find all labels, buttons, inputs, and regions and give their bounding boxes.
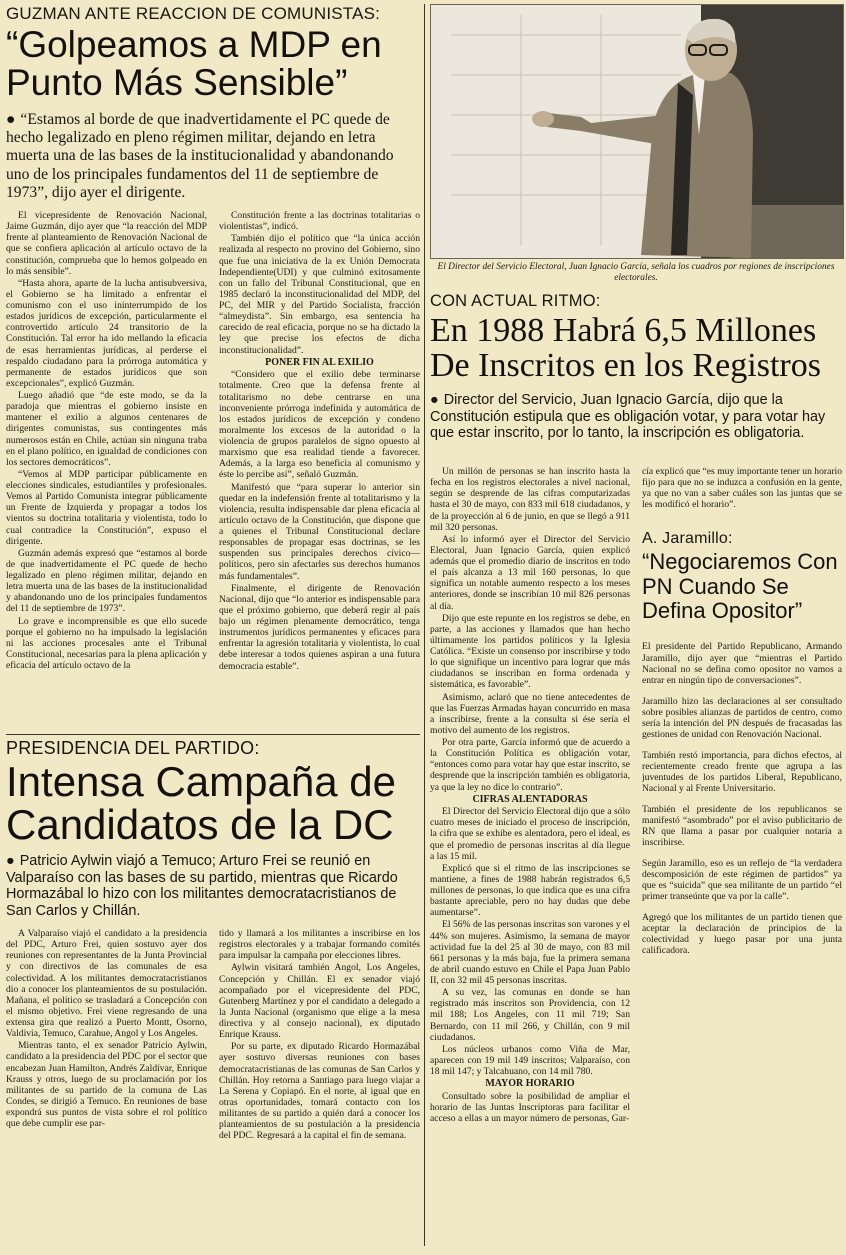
article-dc (6, 738, 420, 1228)
article-dc-col1 (6, 928, 207, 1228)
article-guzman-col1 (6, 210, 207, 680)
photo-caption: El Director del Servicio Electoral, Juan Ignacio García, señala los cuadros por regiones de inscripciones electorales. (437, 262, 835, 283)
paragraph: Según Jaramillo, eso es un reflejo de “la verdadera descomposición de este régimen de partidos” ya que es “suicida” que sea militante de un partido “el primer transeúnte que va por la calle”. (642, 857, 842, 903)
article-jaramillo-headline: “Negociaremos Con PN Cuando Se Defina Opositor” (642, 549, 838, 624)
paragraph: El Director del Servicio Electoral dijo que a sólo cuatro meses de iniciado el proceso de inscripción, la cifra que se exhibe es alentadora, pero el ideal, es que el promedio de personas inscritas al día llegue a las 15 mil. (430, 806, 630, 862)
paragraph: Jaramillo hizo las declaraciones al ser consultado sobre posibles alianzas de partidos de centro, como sería la intención del PN después de fracasadas las gestiones de unidad con Renovación Nacional. (642, 695, 842, 740)
paragraph: Así lo informó ayer el Director del Servicio Electoral, Juan Ignacio García, quien explicó además que el promedio diario de inscritos en todo el país alcanza a 13 mil 160 personas, lo que significa un notable aumento respecto a los meses anteriores, donde se inscribían 10 mil 826 personas al día. (430, 533, 630, 612)
paragraph: Por su parte, ex diputado Ricardo Hormazábal ayer sostuvo diversas reuniones con bases democratacristianas de las comunas de San Carlos y Chillán. Hoy retorna a Santiago para luego viajar a La Serena y Copiapó. En el norte, al igual que en otras oportunidades, tomará contacto con los militantes de su partido a quién dará a conocer los planteamientos de su postulación a la presidencia del PDC. Regresará a la capital el fin de semana. (219, 1041, 420, 1142)
paragraph: “Hasta ahora, aparte de la lucha antisubversiva, el Gobierno se ha limitado a enfrentar el comunismo con el uso ininterrumpido de los estados jurídicos de excepción, particularmente el controvertido artículo 24 transitorio de la Constitución. Tal error ha ido mellando la eficacia de esas herramientas jurídicas, al perderse el respaldo ciudadano para la prórroga automática y permanente de estados jurídicos que son excepcionales”, explicó Guzmán. (6, 277, 207, 389)
paragraph: cía explicó que “es muy importante tener un horario fijo para que no se induzca a confusión en la gente, ya que no van a saber cuáles son las juntas que se les modificó el horario”. (642, 466, 842, 511)
paragraph: “Considero que el exilio debe terminarse totalmente. Creo que la defensa frente al totalitarismo no debe centrarse en una inconveniente prórroga indefinida y automática de los estados jurídicos de excepción y condeno moralmente los excesos de la autoridad o la violencia de grupos paralelos de signo opuesto al marxismo que esa realidad tiende a favorecer. Además, a la larga eso beneficia al comunismo y éste lo percibe así”, señaló Guzmán. (219, 369, 420, 481)
article-guzman (6, 4, 420, 680)
paragraph: Aylwin visitará también Angol, Los Angeles, Concepción y Chillán. El ex senador viajó acompañado por el vicepresidente del PDC, Gutenberg Martínez y por el candidato a delegado a la Junta Nacional (organismo que elige a la mesa directiva y al consejo nacional), ex diputado Enrique Krauss. (219, 962, 420, 1041)
article-dc-kicker: PRESIDENCIA DEL PARTIDO: (6, 738, 260, 758)
article-inscritos-col1 (430, 466, 630, 1246)
paragraph: Los núcleos urbanos como Viña de Mar, aparecen con 19 mil 149 inscritos; Valparaíso, con 18 mil 147; y Talcahuano, con 14 mil 780. (430, 1043, 630, 1078)
article-dc-col2 (219, 928, 420, 1228)
column-rule (424, 4, 425, 1246)
article-guzman-col2 (219, 210, 420, 680)
paragraph: También restó importancia, para dichos efectos, al recientemente creado frente que agrupa a las juventudes de los partidos Liberal, Republicano, Nacional y al Frente Universitario. (642, 749, 842, 795)
article-guzman-headline: “Golpeamos a MDP en Punto Más Sensible” (6, 24, 382, 104)
paragraph: A Valparaíso viajó el candidato a la presidencia del PDC, Arturo Frei, quien sostuvo ayer dos reuniones con representantes de la Junta Provincial y con directivos de las comunales de esa colectividad. A los militantes democratacristianos dio a conocer los planteamientos de su postulación. Mañana, el político se trasladará a Concepción con el mismo objetivo. Frei viene regresando de una extensa gira que realizó a Puerto Montt, Osorno, Valdivia, Temuco, Carahue, Angol y Los Angeles. (6, 928, 207, 1040)
article-jaramillo-kicker: A. Jaramillo: (642, 530, 733, 547)
article-guzman-lead: ● “Estamos al borde de que inadvertidamente el PC quede de hecho legalizado en pleno régimen militar, dejando en letra muerta una de las bases de la institucionalidad y abandonando uno de los principales fundamentos del 11 de septiembre de 1973”, dijo ayer el dirigente. (6, 110, 394, 201)
paragraph: El vicepresidente de Renovación Nacional, Jaime Guzmán, dijo ayer que “la reacción del MDP frente al planteamiento de Renovación Nacional de que se confiera aplicación al artículo octavo de la constitución, comprueba que lo hemos golpeado en lo más sensible”. (6, 210, 207, 277)
paragraph: Un millón de personas se han inscrito hasta la fecha en los registros electorales a nivel nacional, según se desprende de las cifras computarizadas hasta el 30 de mayo, con 833 mil 618 ciudadanos, y de la proyección al 6 de junio, en que se llegó a 911 mil 320 personas. (430, 466, 630, 533)
paragraph: Consultado sobre la posibilidad de ampliar el horario de las Juntas Inscriptoras para facilitar el acceso a ellas a un mayor número de personas, Gar- (430, 1090, 630, 1125)
paragraph: Por otra parte, García informó que de acuerdo a la Constitución Política es obligación votar, “entonces como para votar hay que estar inscrito, se desprende que la inscripción también es obligatoria, ya que la ley no dice lo contrario”. (430, 737, 630, 793)
paragraph: Lo grave e incomprensible es que ello sucede porque el gobierno no ha impulsado la legislación ni las acciones procesales ante el Tribunal Constitucional, necesarias para la plena aplicación y eficacia del artículo octavo de la (6, 615, 207, 672)
paragraph: Agregó que los militantes de un partido tienen que aceptar la declaración de principios de la colectividad y luego pasar por una junta calificadora. (642, 911, 842, 957)
article-inscritos-col2 (642, 466, 842, 526)
paragraph: Explicó que si el ritmo de las inscripciones se mantiene, a fines de 1988 habrán registrados 6,5 millones de personas, lo que indica que es una cifra bastante apreciable, pero no hay dudas que debe aumentarse”. (430, 862, 630, 919)
article-inscritos-lead: ● Director del Servicio, Juan Ignacio García, dijo que la Constitución estipula que es obligación votar, y para votar hay que estar inscrito, por lo tanto, la inscripción es obligatoria. (430, 391, 826, 442)
article-inscritos-kicker: CON ACTUAL RITMO: (430, 292, 601, 310)
paragraph: Luego añadió que “de este modo, se da la paradoja que mientras el gobierno insiste en mantener el exilio a algunos centenares de dirigentes comunistas, sus contingentes más numerosos están en Chile, actúan sin ninguna traba en el plano político, en igualdad de condiciones con los sectores democráticos”. (6, 390, 207, 468)
article-inscritos (430, 292, 842, 442)
paragraph: “Vemos al MDP participar públicamente en elecciones sindicales, estudiantiles y profesionales. Vemos al Partido Comunista integrar públicamente un Frente de Izquierda y propagar a todos los vientos su doctrina totalitaria y violentista, todo lo cual contradice la Constitución”, expuso el dirigente. (6, 468, 207, 547)
paragraph: Guzmán además expresó que “estamos al borde de que inadvertidamente el PC quede de hecho legalizado en pleno régimen militar, dejando en letra muerta una de las bases de la institucionalidad y abandonando uno de los principales fundamentos del 11 de septiembre de 1973”. (6, 547, 207, 615)
article-guzman-body (6, 210, 420, 680)
paragraph: Manifestó que “para superar lo anterior sin quedar en la indefensión frente al totalitarismo y la violencia, resulta indispensable dar plena eficacia al artículo octavo de la Constitución, que dispone que a quienes el Tribunal Constitucional declare responsables de propagar esas doctrinas, se les suspenden sus principales derechos cívico—políticos, pero sin afectarles sus derechos humanos más fundamentales”. (219, 481, 420, 582)
man-pointing-photo-illustration (431, 5, 843, 258)
paragraph: Asimismo, aclaró que no tiene antecedentes de que las Fuerzas Armadas hayan concurrido en masa a inscribirse, frente a la consulta si ése sería el motivo del aumento de los registros. (430, 691, 630, 736)
paragraph: También dijo el político que “la única acción realizada al respecto no provino del Gobierno, sino que fue una iniciativa de la ex Unión Democrata Independiente(UDI) y que culminó exitosamente con un fallo del Tribunal Constitucional, que en 1985 declaró la inconstitucionalidad del MDP, del PC, del MIR y del Partido Socialista, fracción “almeydista”. Sin embargo, esa sentencia ha carecido de real eficacia, porque no se ha dictado la ley que precise los efectos de dicha inconstitucionalidad”. (219, 233, 420, 356)
paragraph: tido y llamará a los militantes a inscribirse en los registros electorales y a trabajar formando comités para impulsar la campaña por elecciones libres. (219, 928, 420, 962)
paragraph: Finalmente, el dirigente de Renovación Nacional, dijo que “lo anterior es indispensable para que el próximo gobierno, que deberá regir al país bajo un régimen plenamente democrático, tenga instrumentos jurídicos permanentes y eficaces para enfrentar la agresión totalitaria y violentista, lo cual debe interesar a todos quienes aspiran a una futura democracia estable”. (219, 582, 420, 672)
section-rule (6, 734, 420, 735)
paragraph: También el presidente de los republicanos se manifestó “asombrado” por el aviso publicitario de RN que llama a pasar por cualquier notaría a inscribirse. (642, 803, 842, 849)
article-guzman-kicker: GUZMAN ANTE REACCION DE COMUNISTAS: (6, 4, 381, 23)
paragraph: Dijo que este repunte en los registros se debe, en parte, a las acciones y llamados que han hecho últimamente los partidos políticos y la Iglesia Católica. “Existe un consenso por inscribirse y todo lo que signifique un incentivo para lograr que más ciudadanos se inscriban en forma ordenada y sistemática, es favorable”. (430, 612, 630, 691)
paragraph: Mientras tanto, el ex senador Patricio Aylwin, candidato a la presidencia del PDC por el sector que encabezan Juan Hamilton, Andrés Zaldívar, Enrique Krauss y otros, luego de su proclamación por los militantes de su partido de la comuna de Las Condes, se dirigió a Temuco. En reuniones de base expondrá sus puntos de vista sobre el rol político que debe cumplir ese par- (6, 1040, 207, 1130)
news-photo (430, 4, 844, 259)
article-dc-headline: Intensa Campaña de Candidatos de la DC (6, 758, 396, 848)
article-dc-lead: ● Patricio Aylwin viajó a Temuco; Arturo Frei se reunió en Valparaíso con las bases de su partido, mientras que Ricardo Hormazábal lo hizo con los militantes democratacristianos de San Carlos y Chillán. (6, 852, 398, 920)
article-jaramillo (642, 530, 842, 992)
paragraph: Constitución frente a las doctrinas totalitarias o violentistas”, indicó. (219, 210, 420, 233)
section-subhead: MAYOR HORARIO (485, 1078, 575, 1090)
paragraph: El 56% de las personas inscritas son varones y el 44% son mujeres. Asimismo, la semana de mayor actividad fue la del 25 al 30 de mayo, con 83 mil 661 personas y la más baja, fue la primera semana de abril cuando estuvo en Chile el Papa Juan Pablo II, con 32 mil 45 personas inscritas. (430, 919, 630, 987)
section-subhead: CIFRAS ALENTADORAS (472, 793, 588, 805)
article-jaramillo-body (642, 632, 842, 992)
section-subhead: PONER FIN AL EXILIO (265, 356, 374, 368)
paragraph: A su vez, las comunas en donde se han registrado más inscritos son Providencia, con 12 mil 188; Los Angeles, con 11 mil 719; San Bernardo, con 11 mil 266, y Chillán, con 9 mil ciudadanos. (430, 987, 630, 1043)
paragraph: El presidente del Partido Republicano, Armando Jaramillo, dijo ayer que “mientras el Partido Nacional no se defina como opositor no vamos a entrar en ningún tipo de conversaciones”. (642, 641, 842, 686)
article-inscritos-headline: En 1988 Habrá 6,5 Millones De Inscritos en los Registros (430, 312, 821, 385)
article-dc-body (6, 928, 420, 1228)
